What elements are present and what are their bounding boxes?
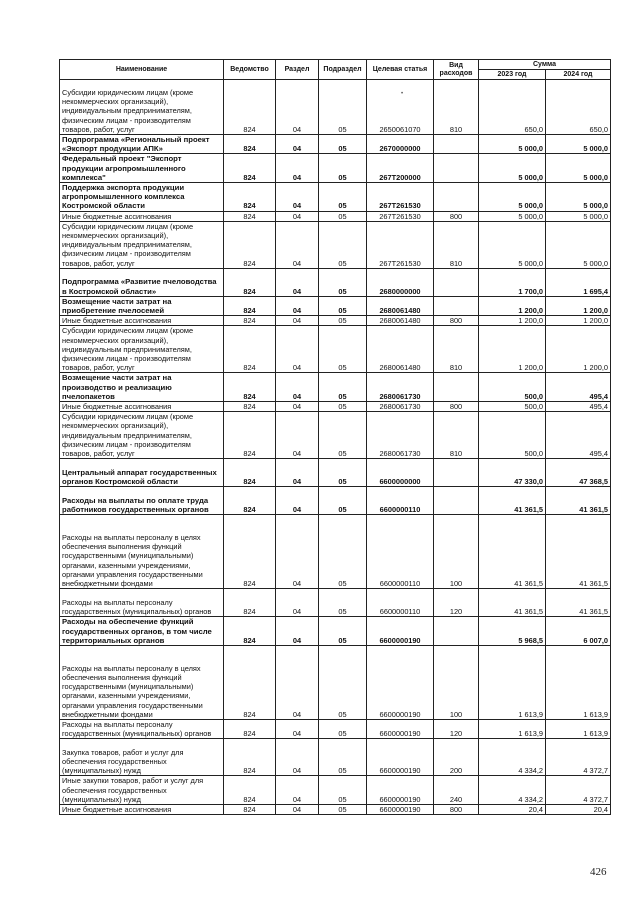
stray-mark: • bbox=[401, 91, 404, 97]
header-year-2023: 2023 год bbox=[479, 70, 546, 80]
cell-name: Субсидии юридическим лицам (кроме некоммерческих организаций), индивидуальным предпринимателям, физическим лицам - производителям товаров, работ, услуг bbox=[60, 412, 224, 459]
cell-target: 6600000190 bbox=[367, 719, 434, 738]
cell-dept: 824 bbox=[224, 645, 276, 719]
header-name: Наименование bbox=[60, 60, 224, 80]
cell-section: 04 bbox=[276, 316, 319, 326]
cell-2024: 4 372,7 bbox=[546, 776, 611, 805]
table-row bbox=[60, 776, 611, 805]
cell-target: 6600000190 bbox=[367, 645, 434, 719]
cell-subsection: 05 bbox=[319, 135, 367, 154]
cell-section: 04 bbox=[276, 739, 319, 776]
cell-section: 04 bbox=[276, 326, 319, 373]
cell-name: Субсидии юридическим лицам (кроме некоммерческих организаций), индивидуальным предпринимателям, физическим лицам - производителям товаров, работ, услуг bbox=[60, 221, 224, 268]
cell-dept: 824 bbox=[224, 459, 276, 487]
cell-name: Расходы на выплаты персоналу государственных (муниципальных) органов bbox=[60, 719, 224, 738]
cell-name: Субсидии юридическим лицам (кроме некоммерческих организаций), индивидуальным предпринимателям, физическим лицам - производителям товаров, работ, услуг bbox=[60, 80, 224, 135]
cell-subsection: 05 bbox=[319, 373, 367, 402]
cell-dept: 824 bbox=[224, 268, 276, 296]
cell-exp: 120 bbox=[434, 589, 479, 617]
table-row bbox=[60, 402, 611, 412]
table-row bbox=[60, 296, 611, 315]
cell-target: 6600000190 bbox=[367, 617, 434, 646]
cell-target: 6600000110 bbox=[367, 487, 434, 515]
cell-2024: 1 200,0 bbox=[546, 326, 611, 373]
cell-exp: 120 bbox=[434, 719, 479, 738]
table-row bbox=[60, 459, 611, 487]
cell-dept: 824 bbox=[224, 296, 276, 315]
table-row bbox=[60, 221, 611, 268]
cell-target: 6600000110 bbox=[367, 589, 434, 617]
table-row bbox=[60, 719, 611, 738]
cell-name: Подпрограмма «Развитие пчеловодства в Костромской области» bbox=[60, 268, 224, 296]
cell-exp bbox=[434, 617, 479, 646]
cell-2024: 41 361,5 bbox=[546, 589, 611, 617]
cell-subsection: 05 bbox=[319, 211, 367, 221]
cell-subsection: 05 bbox=[319, 515, 367, 589]
cell-dept: 824 bbox=[224, 617, 276, 646]
cell-name: Субсидии юридическим лицам (кроме некоммерческих организаций), индивидуальным предпринимателям, физическим лицам - производителям товаров, работ, услуг bbox=[60, 326, 224, 373]
cell-section: 04 bbox=[276, 617, 319, 646]
table-row bbox=[60, 80, 611, 135]
cell-subsection: 05 bbox=[319, 589, 367, 617]
cell-2023: 1 200,0 bbox=[479, 296, 546, 315]
cell-target: 6600000000 bbox=[367, 459, 434, 487]
cell-name: Расходы на обеспечение функций государственных органов, в том числе территориальных органов bbox=[60, 617, 224, 646]
page-number: 426 bbox=[590, 866, 607, 878]
table-row bbox=[60, 183, 611, 212]
cell-section: 04 bbox=[276, 515, 319, 589]
cell-section: 04 bbox=[276, 211, 319, 221]
cell-target: 2680061480 bbox=[367, 326, 434, 373]
header-subsection: Подраздел bbox=[319, 60, 367, 80]
cell-subsection: 05 bbox=[319, 80, 367, 135]
cell-target: 2680061480 bbox=[367, 316, 434, 326]
cell-section: 04 bbox=[276, 459, 319, 487]
cell-exp: 240 bbox=[434, 776, 479, 805]
table-row bbox=[60, 135, 611, 154]
cell-exp: 810 bbox=[434, 221, 479, 268]
cell-name: Иные бюджетные ассигнования bbox=[60, 402, 224, 412]
cell-exp: 800 bbox=[434, 211, 479, 221]
cell-section: 04 bbox=[276, 645, 319, 719]
cell-dept: 824 bbox=[224, 402, 276, 412]
cell-subsection: 05 bbox=[319, 776, 367, 805]
cell-2023: 1 613,9 bbox=[479, 719, 546, 738]
cell-2024: 41 361,5 bbox=[546, 515, 611, 589]
cell-exp: 800 bbox=[434, 316, 479, 326]
cell-2024: 6 007,0 bbox=[546, 617, 611, 646]
cell-section: 04 bbox=[276, 719, 319, 738]
cell-subsection: 05 bbox=[319, 316, 367, 326]
cell-section: 04 bbox=[276, 412, 319, 459]
cell-subsection: 05 bbox=[319, 459, 367, 487]
cell-name: Возмещение части затрат на приобретение пчелосемей bbox=[60, 296, 224, 315]
cell-exp: 810 bbox=[434, 80, 479, 135]
cell-2023: 1 200,0 bbox=[479, 316, 546, 326]
cell-dept: 824 bbox=[224, 804, 276, 814]
cell-target: 2680061730 bbox=[367, 412, 434, 459]
cell-name: Расходы на выплаты по оплате труда работников государственных органов bbox=[60, 487, 224, 515]
cell-dept: 824 bbox=[224, 183, 276, 212]
cell-section: 04 bbox=[276, 154, 319, 183]
cell-dept: 824 bbox=[224, 135, 276, 154]
cell-target: 2680061730 bbox=[367, 402, 434, 412]
budget-document bbox=[59, 59, 610, 815]
cell-section: 04 bbox=[276, 487, 319, 515]
header-year-2024: 2024 год bbox=[546, 70, 611, 80]
cell-subsection: 05 bbox=[319, 326, 367, 373]
cell-dept: 824 bbox=[224, 739, 276, 776]
cell-2023: 5 000,0 bbox=[479, 183, 546, 212]
cell-dept: 824 bbox=[224, 316, 276, 326]
cell-dept: 824 bbox=[224, 515, 276, 589]
cell-2023: 1 613,9 bbox=[479, 645, 546, 719]
cell-target: 267T261530 bbox=[367, 211, 434, 221]
cell-2024: 495,4 bbox=[546, 402, 611, 412]
cell-2024: 47 368,5 bbox=[546, 459, 611, 487]
cell-exp bbox=[434, 154, 479, 183]
header-section: Раздел bbox=[276, 60, 319, 80]
cell-2024: 1 695,4 bbox=[546, 268, 611, 296]
cell-2023: 500,0 bbox=[479, 373, 546, 402]
cell-2023: 4 334,2 bbox=[479, 739, 546, 776]
cell-2023: 41 361,5 bbox=[479, 515, 546, 589]
cell-section: 04 bbox=[276, 373, 319, 402]
cell-section: 04 bbox=[276, 589, 319, 617]
cell-2024: 650,0 bbox=[546, 80, 611, 135]
cell-dept: 824 bbox=[224, 80, 276, 135]
cell-section: 04 bbox=[276, 776, 319, 805]
table-row bbox=[60, 617, 611, 646]
table-row bbox=[60, 739, 611, 776]
cell-2023: 500,0 bbox=[479, 402, 546, 412]
cell-section: 04 bbox=[276, 804, 319, 814]
cell-name: Иные бюджетные ассигнования bbox=[60, 211, 224, 221]
cell-dept: 824 bbox=[224, 589, 276, 617]
cell-name: Иные закупки товаров, работ и услуг для обеспечения государственных (муниципальных) нужд bbox=[60, 776, 224, 805]
cell-section: 04 bbox=[276, 268, 319, 296]
cell-subsection: 05 bbox=[319, 804, 367, 814]
cell-2024: 1 200,0 bbox=[546, 316, 611, 326]
cell-2023: 5 000,0 bbox=[479, 135, 546, 154]
cell-name: Центральный аппарат государственных органов Костромской области bbox=[60, 459, 224, 487]
cell-target: 6600000110 bbox=[367, 515, 434, 589]
cell-exp: 100 bbox=[434, 515, 479, 589]
cell-target: 267T261530 bbox=[367, 221, 434, 268]
table-row bbox=[60, 211, 611, 221]
cell-2024: 5 000,0 bbox=[546, 154, 611, 183]
table-row bbox=[60, 268, 611, 296]
cell-subsection: 05 bbox=[319, 221, 367, 268]
cell-2024: 1 613,9 bbox=[546, 719, 611, 738]
cell-2024: 1 200,0 bbox=[546, 296, 611, 315]
table-row bbox=[60, 515, 611, 589]
table-row bbox=[60, 487, 611, 515]
cell-subsection: 05 bbox=[319, 154, 367, 183]
cell-target: 2680061730 bbox=[367, 373, 434, 402]
cell-exp: 100 bbox=[434, 645, 479, 719]
cell-dept: 824 bbox=[224, 326, 276, 373]
cell-dept: 824 bbox=[224, 719, 276, 738]
cell-subsection: 05 bbox=[319, 296, 367, 315]
cell-name: Иные бюджетные ассигнования bbox=[60, 316, 224, 326]
cell-subsection: 05 bbox=[319, 183, 367, 212]
cell-2023: 1 700,0 bbox=[479, 268, 546, 296]
cell-2024: 5 000,0 bbox=[546, 183, 611, 212]
cell-target: 6600000190 bbox=[367, 739, 434, 776]
cell-exp: 200 bbox=[434, 739, 479, 776]
cell-name: Расходы на выплаты персоналу государственных (муниципальных) органов bbox=[60, 589, 224, 617]
cell-name: Расходы на выплаты персоналу в целях обеспечения выполнения функций государственными (муниципальными) органами, казенными учреждениями, органами управления государственными внебюджетными фондами bbox=[60, 645, 224, 719]
table-body bbox=[60, 80, 611, 815]
cell-dept: 824 bbox=[224, 211, 276, 221]
cell-subsection: 05 bbox=[319, 487, 367, 515]
cell-2023: 5 000,0 bbox=[479, 154, 546, 183]
cell-name: Федеральный проект "Экспорт продукции агропромышленного комплекса" bbox=[60, 154, 224, 183]
cell-2023: 41 361,5 bbox=[479, 589, 546, 617]
cell-2024: 5 000,0 bbox=[546, 211, 611, 221]
cell-2024: 5 000,0 bbox=[546, 135, 611, 154]
cell-2024: 1 613,9 bbox=[546, 645, 611, 719]
cell-exp: 800 bbox=[434, 402, 479, 412]
cell-subsection: 05 bbox=[319, 412, 367, 459]
cell-exp: 810 bbox=[434, 326, 479, 373]
cell-target: 2650061070 bbox=[367, 80, 434, 135]
cell-subsection: 05 bbox=[319, 402, 367, 412]
cell-subsection: 05 bbox=[319, 617, 367, 646]
cell-2024: 4 372,7 bbox=[546, 739, 611, 776]
cell-exp bbox=[434, 268, 479, 296]
cell-exp bbox=[434, 135, 479, 154]
table-row bbox=[60, 589, 611, 617]
cell-2024: 41 361,5 bbox=[546, 487, 611, 515]
cell-subsection: 05 bbox=[319, 739, 367, 776]
cell-2023: 47 330,0 bbox=[479, 459, 546, 487]
cell-dept: 824 bbox=[224, 373, 276, 402]
cell-name: Подпрограмма «Региональный проект «Экспорт продукции АПК» bbox=[60, 135, 224, 154]
cell-2024: 5 000,0 bbox=[546, 221, 611, 268]
cell-target: 2670000000 bbox=[367, 135, 434, 154]
cell-target: 2680061480 bbox=[367, 296, 434, 315]
cell-section: 04 bbox=[276, 221, 319, 268]
cell-section: 04 bbox=[276, 296, 319, 315]
cell-section: 04 bbox=[276, 183, 319, 212]
cell-2024: 495,4 bbox=[546, 373, 611, 402]
cell-exp bbox=[434, 459, 479, 487]
table-row bbox=[60, 645, 611, 719]
cell-2023: 5 000,0 bbox=[479, 211, 546, 221]
cell-dept: 824 bbox=[224, 154, 276, 183]
cell-2023: 1 200,0 bbox=[479, 326, 546, 373]
budget-table bbox=[59, 59, 611, 815]
table-row bbox=[60, 804, 611, 814]
cell-exp bbox=[434, 183, 479, 212]
cell-name: Возмещение части затрат на производство и реализацию пчелопакетов bbox=[60, 373, 224, 402]
cell-name: Закупка товаров, работ и услуг для обеспечения государственных (муниципальных) нужд bbox=[60, 739, 224, 776]
table-row bbox=[60, 326, 611, 373]
cell-section: 04 bbox=[276, 135, 319, 154]
cell-dept: 824 bbox=[224, 487, 276, 515]
cell-exp: 810 bbox=[434, 412, 479, 459]
cell-exp bbox=[434, 373, 479, 402]
cell-subsection: 05 bbox=[319, 719, 367, 738]
cell-name: Расходы на выплаты персоналу в целях обеспечения выполнения функций государственными (муниципальными) органами, казенными учреждениями, органами управления государственными внебюджетными фондами bbox=[60, 515, 224, 589]
cell-2023: 20,4 bbox=[479, 804, 546, 814]
cell-name: Иные бюджетные ассигнования bbox=[60, 804, 224, 814]
cell-exp bbox=[434, 296, 479, 315]
header-dept: Ведомство bbox=[224, 60, 276, 80]
cell-section: 04 bbox=[276, 80, 319, 135]
cell-target: 267T261530 bbox=[367, 183, 434, 212]
cell-subsection: 05 bbox=[319, 268, 367, 296]
table-row bbox=[60, 316, 611, 326]
cell-2023: 5 968,5 bbox=[479, 617, 546, 646]
cell-subsection: 05 bbox=[319, 645, 367, 719]
cell-2023: 4 334,2 bbox=[479, 776, 546, 805]
cell-2023: 5 000,0 bbox=[479, 221, 546, 268]
table-row bbox=[60, 154, 611, 183]
cell-dept: 824 bbox=[224, 412, 276, 459]
cell-dept: 824 bbox=[224, 221, 276, 268]
cell-2023: 650,0 bbox=[479, 80, 546, 135]
header-sum: Сумма bbox=[479, 60, 611, 70]
cell-exp bbox=[434, 487, 479, 515]
table-row bbox=[60, 373, 611, 402]
cell-section: 04 bbox=[276, 402, 319, 412]
cell-target: 2680000000 bbox=[367, 268, 434, 296]
cell-dept: 824 bbox=[224, 776, 276, 805]
header-exp: Вид расходов bbox=[434, 60, 479, 80]
cell-target: 6600000190 bbox=[367, 776, 434, 805]
header-target: Целевая статья bbox=[367, 60, 434, 80]
cell-target: 6600000190 bbox=[367, 804, 434, 814]
cell-exp: 800 bbox=[434, 804, 479, 814]
cell-2024: 495,4 bbox=[546, 412, 611, 459]
cell-2024: 20,4 bbox=[546, 804, 611, 814]
cell-2023: 41 361,5 bbox=[479, 487, 546, 515]
cell-name: Поддержка экспорта продукции агропромышленного комплекса Костромской области bbox=[60, 183, 224, 212]
table-row bbox=[60, 412, 611, 459]
cell-target: 267T200000 bbox=[367, 154, 434, 183]
cell-2023: 500,0 bbox=[479, 412, 546, 459]
